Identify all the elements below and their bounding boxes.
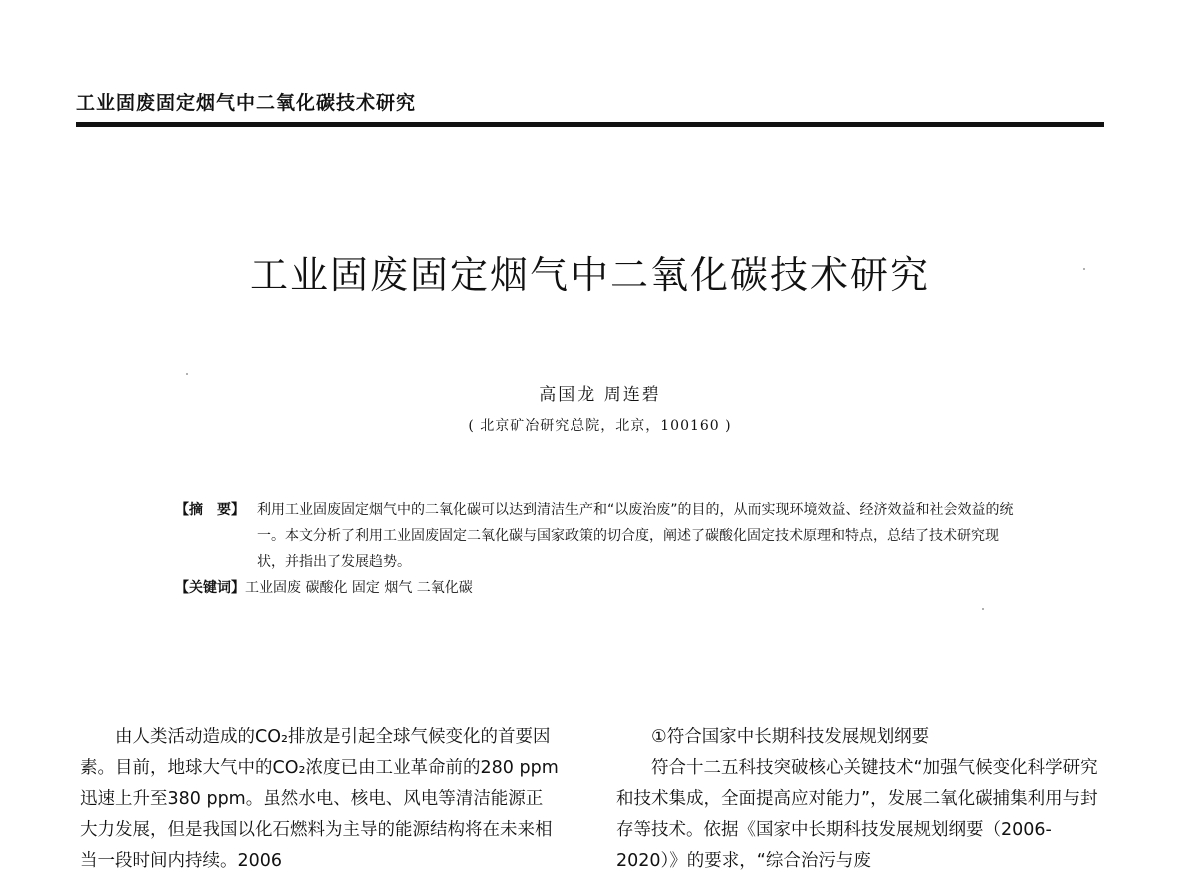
- affiliation: ( 北京矿冶研究总院，北京，100160 ): [468, 418, 732, 434]
- paper-title-text: 工业固废固定烟气中二氧化碳技术研究: [249, 253, 930, 297]
- abstract-label: 【摘 要】: [175, 502, 245, 518]
- header-rule: [76, 122, 1104, 127]
- scan-speck: [186, 373, 188, 375]
- body-paragraph: 符合十二五科技突破核心关键技术“加强气候变化科学研究和技术集成，全面提高应对能力”，发展二氧化碳捕集利用与封存等技术。依据《国家中长期科技发展规划纲要（2006-2020）》的要求，“综合治污与废: [616, 758, 1098, 871]
- scan-speck: [982, 608, 984, 610]
- running-head: 工业固废固定烟气中二氧化碳技术研究: [76, 92, 417, 114]
- abstract-row: [175, 497, 1015, 575]
- keywords-row: [175, 575, 1015, 601]
- scan-speck: [1083, 268, 1085, 270]
- body-right-column: [616, 722, 1106, 877]
- section-heading: ①符合国家中长期科技发展规划纲要: [651, 727, 930, 747]
- abstract-block: [175, 497, 1015, 601]
- body-left-column: [80, 722, 560, 877]
- abstract-text: 利用工业固废固定烟气中的二氧化碳可以达到清洁生产和“以废治废”的目的，从而实现环境效益、经济效益和社会效益的统一。本文分析了利用工业固废固定二氧化碳与国家政策的切合度，阐述了碳酸化固定技术原理和特点，总结了技术研究现状，并指出了发展趋势。: [257, 502, 1014, 570]
- keywords-label: 【关键词】: [175, 580, 245, 596]
- authors: 高国龙 周连碧: [539, 385, 661, 405]
- paper-title: [0, 244, 1200, 299]
- keywords-text: 工业固废 碳酸化 固定 烟气 二氧化碳: [245, 580, 473, 596]
- body-paragraph: 由人类活动造成的CO₂排放是引起全球气候变化的首要因素。目前，地球大气中的CO₂浓度已由工业革命前的280 ppm迅速上升至380 ppm。虽然水电、核电、风电等清洁能源正大力发展，但是我国以化石燃料为主导的能源结构将在未来相当一段时间内持续。2006: [80, 727, 559, 871]
